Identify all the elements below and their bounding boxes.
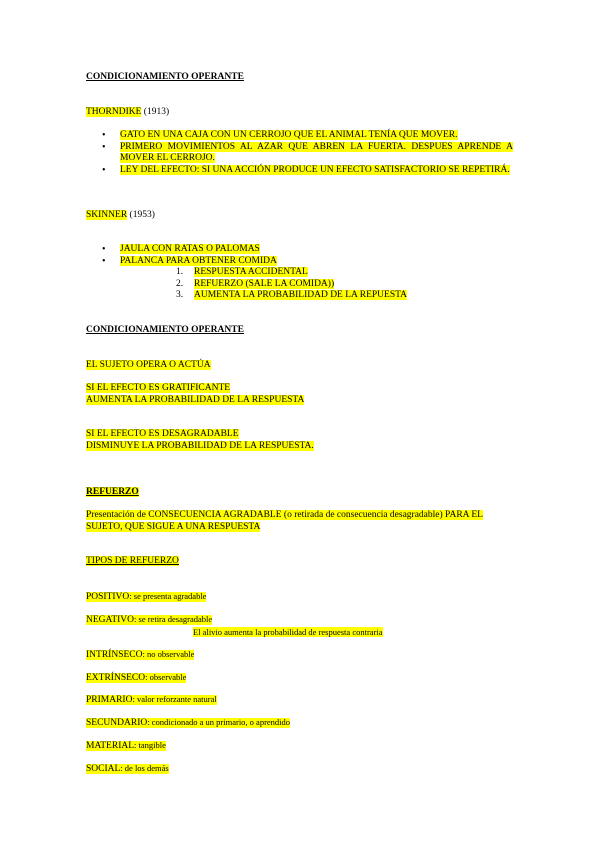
tipo-social: SOCIAL: de los demás — [86, 763, 169, 774]
refuerzo-heading: REFUERZO — [86, 487, 139, 497]
list-item: • LEY DEL EFECTO: SI UNA ACCIÓN PRODUCE UN EFECTO SATISFACTORIO SE REPETIRÁ. — [86, 165, 513, 177]
skinner-bullet-list — [86, 244, 513, 302]
skinner-heading — [86, 210, 513, 222]
heading-condicionamiento-operante-1: CONDICIONAMIENTO OPERANTE — [86, 72, 244, 82]
tipo-primario: PRIMARIO: valor reforzante natural — [86, 694, 217, 705]
tipo-secundario: SECUNDARIO: condicionado a un primario, o aprendido — [86, 717, 291, 728]
skinner-year: (1953) — [129, 210, 155, 220]
thorndike-year: (1913) — [143, 107, 170, 117]
list-item: • PRIMERO MOVIMIENTOS AL AZAR QUE ABREN LA FUERTA. DESPUES APRENDE A MOVER EL CERROJO. — [86, 142, 513, 165]
tipo-material: MATERIAL: tangible — [86, 740, 166, 751]
thorndike-name: THORNDIKE — [86, 107, 142, 117]
gratificante-block: SI EL EFECTO ES GRATIFICANTE AUMENTA LA PROBABILIDAD DE LA RESPUESTA — [86, 383, 305, 405]
list-item: 3. AUMENTA LA PROBABILIDAD DE LA REPUESTA — [176, 290, 408, 300]
list-item: • JAULA CON RATAS O PALOMAS — [86, 244, 513, 256]
skinner-numbered-list — [86, 267, 513, 302]
heading-condicionamiento-operante-2: CONDICIONAMIENTO OPERANTE — [86, 325, 244, 335]
desagradable-block: SI EL EFECTO ES DESAGRADABLE DISMINUYE LA PROBABILIDAD DE LA RESPUESTA. — [86, 429, 314, 451]
list-item: • PALANCA PARA OBTENER COMIDA — [86, 256, 513, 268]
operant-line: EL SUJETO OPERA O ACTÚA — [86, 360, 211, 370]
tipo-intrinseco: INTRÍNSECO: no observable — [86, 649, 195, 660]
thorndike-heading — [86, 107, 513, 119]
list-item: 2. REFUERZO (SALE LA COMIDA)) — [176, 278, 335, 289]
list-item: 1. RESPUESTA ACCIDENTAL — [176, 267, 308, 277]
tipos-heading: TIPOS DE REFUERZO — [86, 556, 179, 566]
skinner-name: SKINNER — [86, 210, 128, 220]
refuerzo-definition: Presentación de CONSECUENCIA AGRADABLE (o retirada de consecuencia desagradable) PARA EL SUJETO, QUE SIGUE A UNA RESPUESTA — [86, 510, 483, 532]
tipo-positivo: POSITIVO: se presenta agradable — [86, 591, 207, 602]
list-item: • GATO EN UNA CAJA CON UN CERROJO QUE EL ANIMAL TENÍA QUE MOVER. — [86, 130, 513, 142]
thorndike-bullet-list — [86, 130, 513, 176]
negativo-note: El alivio aumenta la probabilidad de respuesta contraria — [193, 626, 383, 637]
tipo-negativo: NEGATIVO: se retira desagradable El alivio aumenta la probabilidad de respuesta contraria — [86, 614, 383, 637]
tipo-extrinseco: EXTRÍNSECO: observable — [86, 672, 187, 683]
